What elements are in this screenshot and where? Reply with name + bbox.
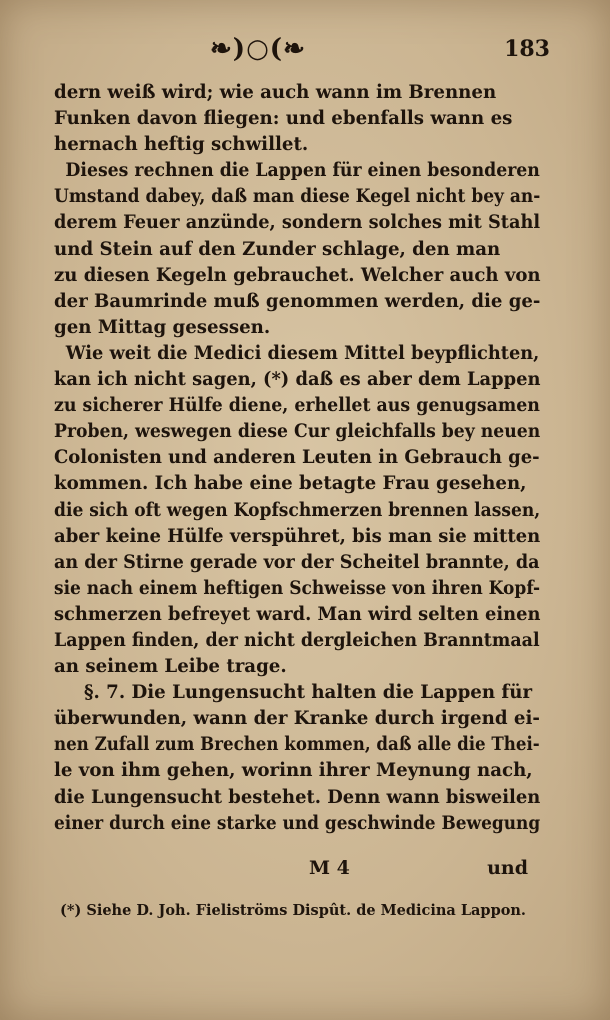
text-line: Funken davon fliegen: und ebenfalls wann es <box>54 108 513 130</box>
text-line: Wie weit die Medici diesem Mittel beypflichten, <box>65 342 540 364</box>
text-line: an seinem Leibe trage. <box>54 656 287 678</box>
text-line: Colonisten und anderen Leuten in Gebrauch ge- <box>54 447 540 469</box>
page-number: 183 <box>504 36 550 62</box>
body-text <box>54 80 540 837</box>
text-line: und Stein auf den Zunder schlage, den man <box>54 238 501 260</box>
text-line: Proben, weswegen diese Cur gleichfalls bey neuen <box>54 421 541 443</box>
text-line: le von ihm gehen, worinn ihrer Meynung nach, <box>54 760 533 782</box>
text-line: derem Feuer anzünde, sondern solches mit Stahl <box>54 212 541 234</box>
page-header <box>60 34 550 68</box>
text-line: der Baumrinde muß genommen werden, die ge- <box>54 290 541 312</box>
text-line: an der Stirne gerade vor der Scheitel brannte, da <box>54 551 540 573</box>
catchword: und <box>487 857 528 879</box>
text-line: Dieses rechnen die Lappen für einen besonderen <box>65 160 540 182</box>
text-line: aber keine Hülfe verspühret, bis man sie mitten <box>54 525 541 547</box>
running-head-ornament: ❧)○(❧ <box>210 34 306 64</box>
text-line: die Lungensucht bestehet. Denn wann bisweilen <box>54 786 541 808</box>
text-line: kommen. Ich habe eine betagte Frau gesehen, <box>54 473 527 495</box>
text-line: überwunden, wann der Kranke durch irgend ei- <box>54 708 540 730</box>
text-line: hernach heftig schwillet. <box>54 134 309 156</box>
text-line: die sich oft wegen Kopfschmerzen brennen lassen, <box>54 499 541 521</box>
text-line: einer durch eine starke und geschwinde Bewegung <box>54 812 541 834</box>
text-line: nen Zufall zum Brechen kommen, daß alle die Thei- <box>54 734 540 756</box>
text-line: zu sicherer Hülfe diene, erhellet aus genugsamen <box>54 395 540 417</box>
text-line: Umstand dabey, daß man diese Kegel nicht bey an- <box>54 186 541 208</box>
text-line: dern weiß wird; wie auch wann im Brennen <box>54 82 497 103</box>
signature-line <box>54 857 540 883</box>
text-line: kan ich nicht sagen, (*) daß es aber dem Lappen <box>54 369 541 391</box>
signature-mark: M 4 <box>309 857 350 879</box>
text-line: §. 7. Die Lungensucht halten die Lappen für <box>84 682 533 704</box>
footnote: (*) Siehe D. Joh. Fieliströms Dispût. de Medicina Lappon. <box>60 902 526 919</box>
text-line: zu diesen Kegeln gebrauchet. Welcher auch von <box>54 264 541 286</box>
text-line: sie nach einem heftigen Schweisse von ihren Kopf- <box>54 577 541 599</box>
text-line: Lappen finden, der nicht dergleichen Branntmaal <box>54 629 540 651</box>
text-line: schmerzen befreyet ward. Man wird selten einen <box>54 603 541 625</box>
text-line: gen Mittag gesessen. <box>54 316 271 338</box>
